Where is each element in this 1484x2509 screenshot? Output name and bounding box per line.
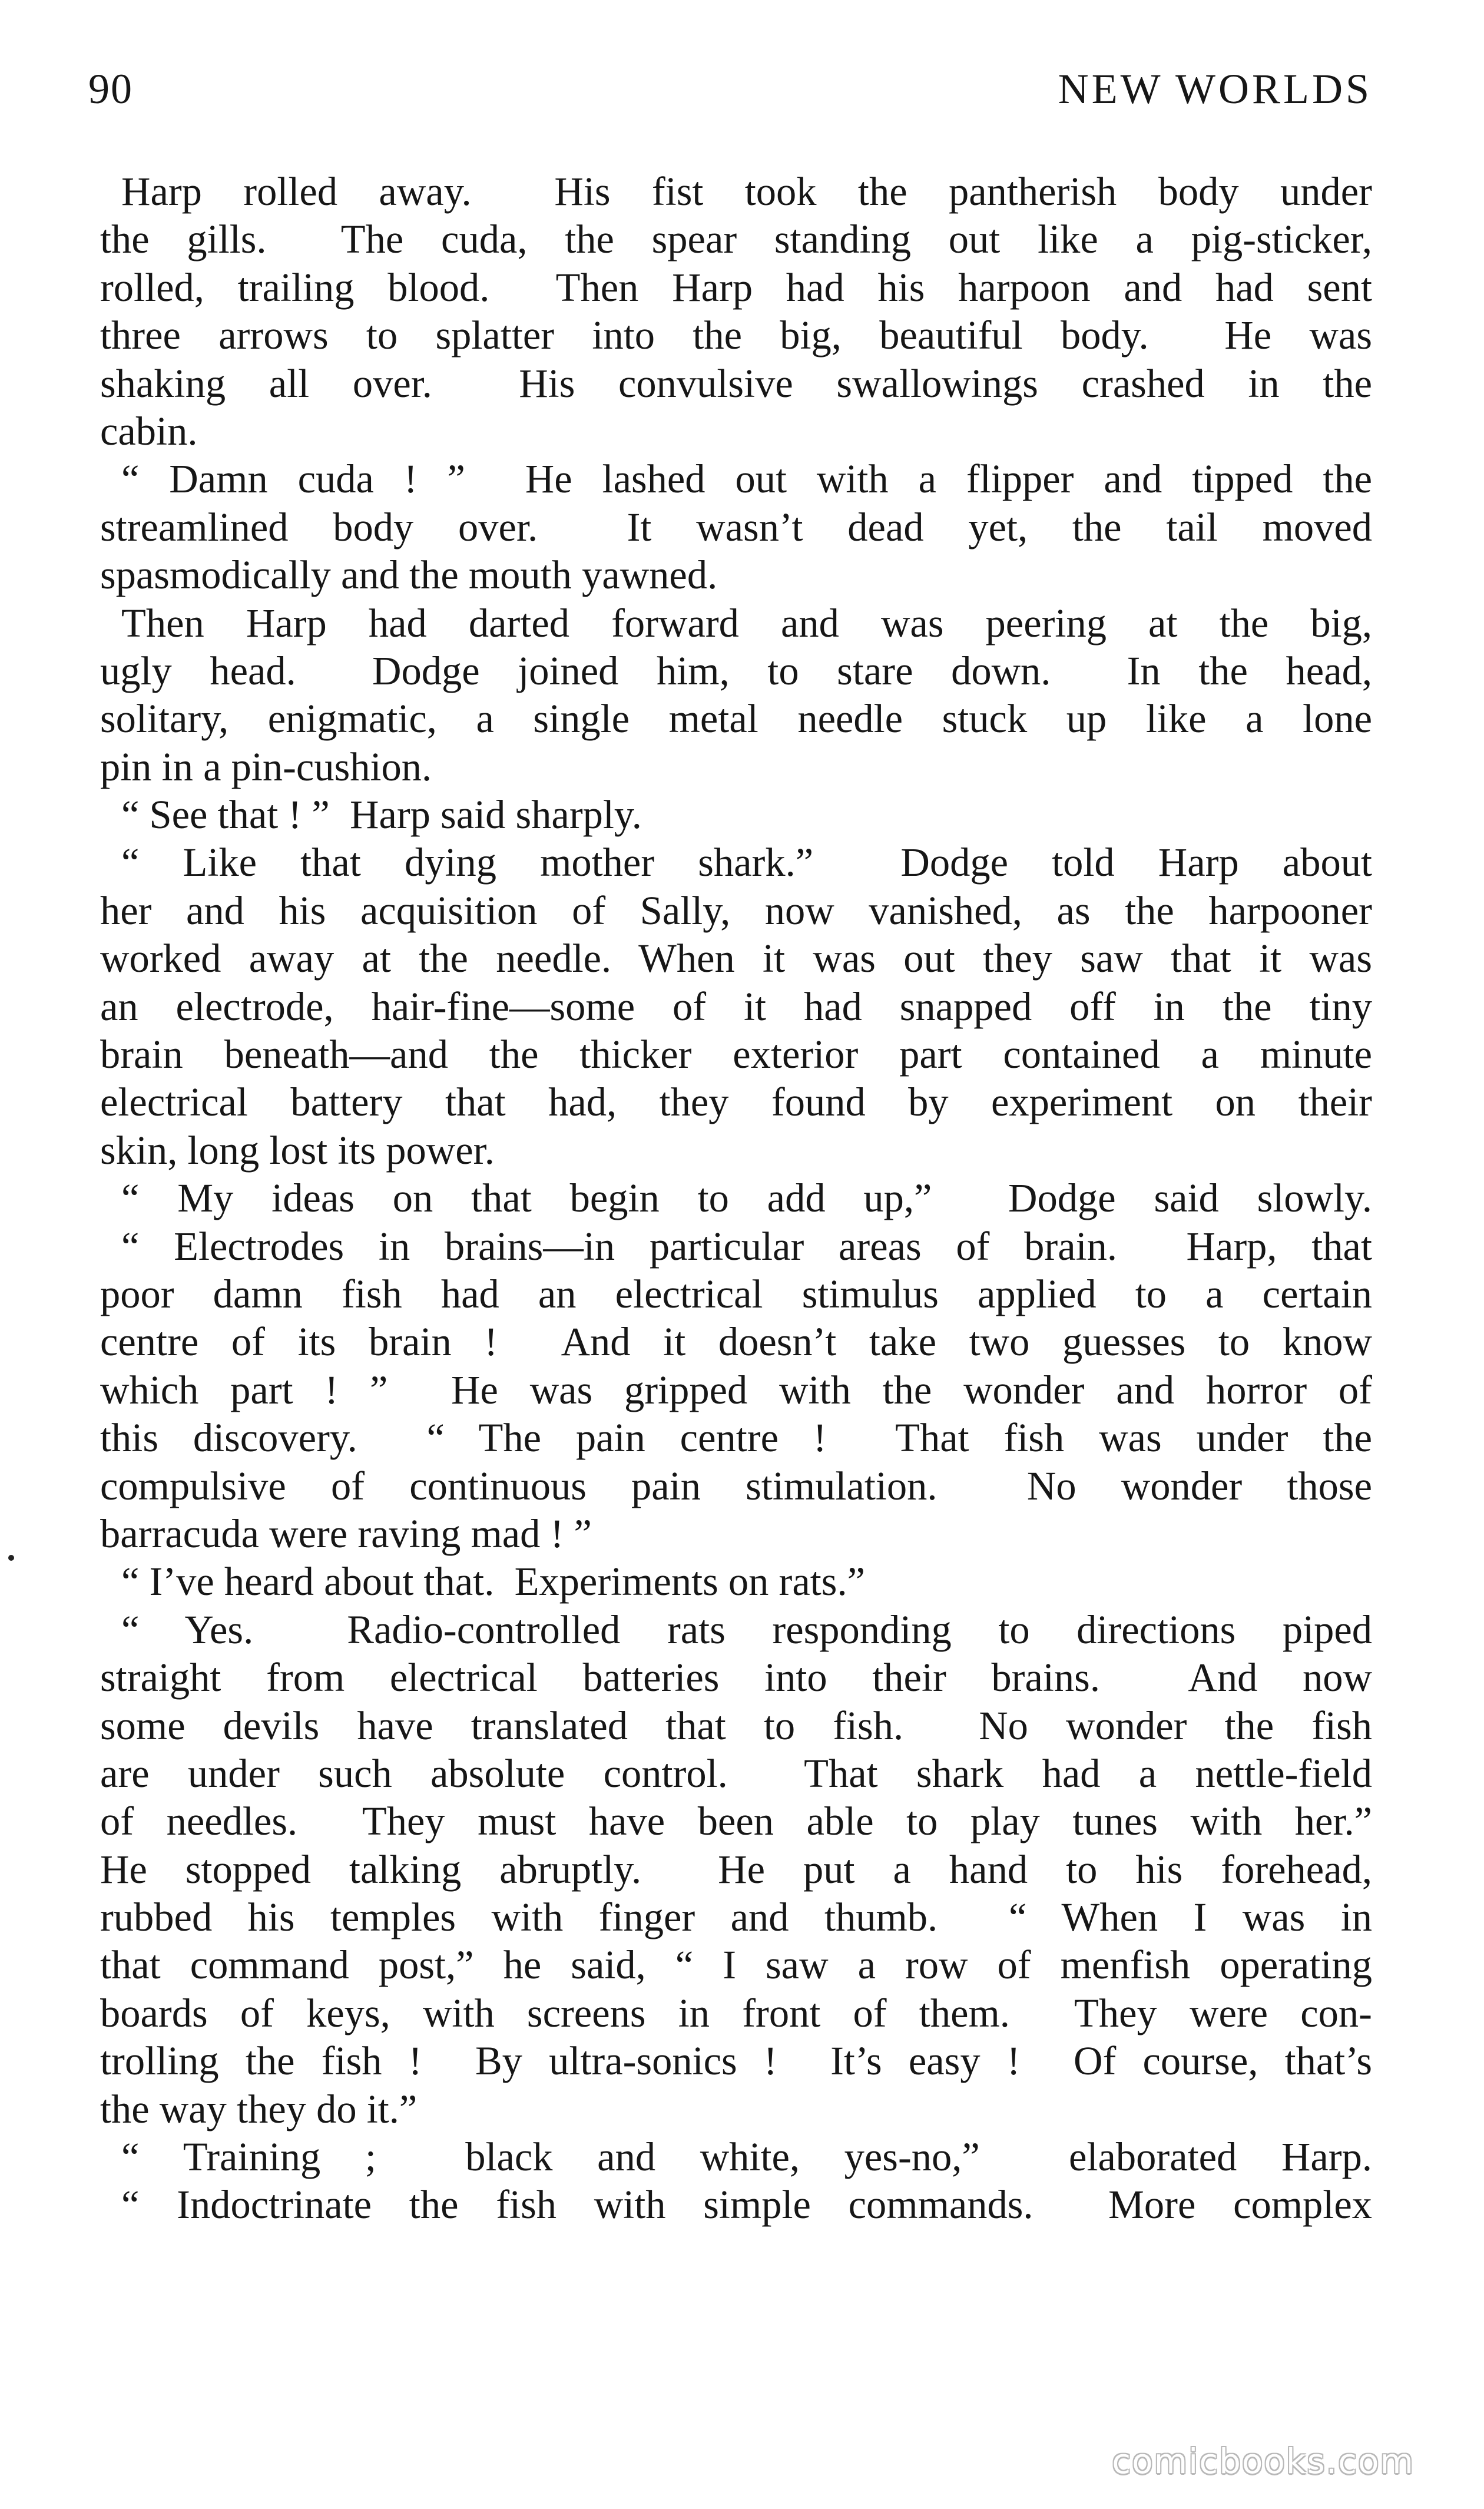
text-line: the gills. The cuda, the spear standing out like a pig-sticker,: [100, 217, 1372, 262]
text-line: the way they do it.”: [100, 2086, 418, 2131]
text-line: rolled, trailing blood. Then Harp had his harpoon and had sent: [100, 264, 1372, 310]
text-line: her and his acquisition of Sally, now vanished, as the harpooner: [100, 888, 1372, 933]
text-line: “ I’ve heard about that. Experiments on rats.”: [121, 1559, 865, 1604]
text-line: “ Indoctrinate the fish with simple commands. More complex: [121, 2182, 1372, 2227]
running-head: [88, 65, 1372, 130]
text-line: are under such absolute control. That shark had a nettle-field: [100, 1750, 1372, 1796]
text-line: ugly head. Dodge joined him, to stare down. In the head,: [100, 648, 1372, 693]
page-number: 90: [88, 65, 133, 112]
text-line: solitary, enigmatic, a single metal needle stuck up like a lone: [100, 696, 1372, 742]
text-line: He stopped talking abruptly. He put a hand to his forehead,: [100, 1846, 1372, 1892]
text-line: boards of keys, with screens in front of them. They were con-: [100, 1990, 1372, 2035]
text-line: “ Electrodes in brains—in particular areas of brain. Harp, that: [121, 1223, 1372, 1269]
text-line: cabin.: [100, 408, 198, 454]
text-line: centre of its brain ! And it doesn’t take two guesses to know: [100, 1319, 1372, 1365]
text-line: “ Damn cuda ! ” He lashed out with a flipper and tipped the: [121, 456, 1372, 502]
text-line: an electrode, hair-fine—some of it had snapped off in the tiny: [100, 984, 1372, 1029]
text-line: trolling the fish ! By ultra-sonics ! It’s easy ! Of course, that’s: [100, 2038, 1372, 2084]
running-title: NEW WORLDS: [1058, 65, 1372, 112]
text-line: “ See that ! ” Harp said sharply.: [121, 792, 642, 838]
text-line: pin in a pin-cushion.: [100, 744, 432, 789]
text-line: electrical battery that had, they found by experiment on their: [100, 1080, 1372, 1125]
text-line: Then Harp had darted forward and was peering at the big,: [121, 600, 1372, 646]
text-line: compulsive of continuous pain stimulation. No wonder those: [100, 1463, 1372, 1508]
text-line: poor damn fish had an electrical stimulus applied to a certain: [100, 1271, 1372, 1316]
text-line: brain beneath—and the thicker exterior part contained a minute: [100, 1032, 1372, 1077]
text-line: “ My ideas on that begin to add up,” Dodge said slowly.: [121, 1176, 1372, 1221]
text-line: some devils have translated that to fish. No wonder the fish: [100, 1703, 1372, 1748]
text-line: “ Training ; black and white, yes-no,” elaborated Harp.: [121, 2134, 1372, 2180]
text-line: worked away at the needle. When it was out they saw that it was: [100, 936, 1372, 981]
text-line: skin, long lost its power.: [100, 1127, 495, 1173]
text-line: shaking all over. His convulsive swallowings crashed in the: [100, 360, 1372, 406]
text-line: barracuda were raving mad ! ”: [100, 1511, 592, 1556]
text-line: rubbed his temples with finger and thumb. “ When I was in: [100, 1895, 1372, 1940]
margin-speck: [8, 1555, 14, 1561]
text-line: which part ! ” He was gripped with the wonder and horror of: [100, 1367, 1372, 1412]
text-line: that command post,” he said, “ I saw a row of menfish operating: [100, 1942, 1372, 1988]
text-line: of needles. They must have been able to play tunes with her.”: [100, 1799, 1372, 1844]
watermark: comicbooks.com: [1112, 2441, 1415, 2481]
text-line: straight from electrical batteries into their brains. And now: [100, 1655, 1372, 1700]
text-line: “ Yes. Radio-controlled rats responding to directions piped: [121, 1607, 1372, 1652]
text-line: streamlined body over. It wasn’t dead yet, the tail moved: [100, 504, 1372, 550]
text-line: Harp rolled away. His fist took the pantherish body under: [121, 169, 1372, 214]
text-line: “ Like that dying mother shark.” Dodge told Harp about: [121, 840, 1372, 885]
text-line: three arrows to splatter into the big, beautiful body. He was: [100, 313, 1372, 358]
text-line: spasmodically and the mouth yawned.: [100, 552, 718, 598]
body-text: [100, 168, 1372, 2229]
text-line: this discovery. “ The pain centre ! That fish was under the: [100, 1415, 1372, 1461]
